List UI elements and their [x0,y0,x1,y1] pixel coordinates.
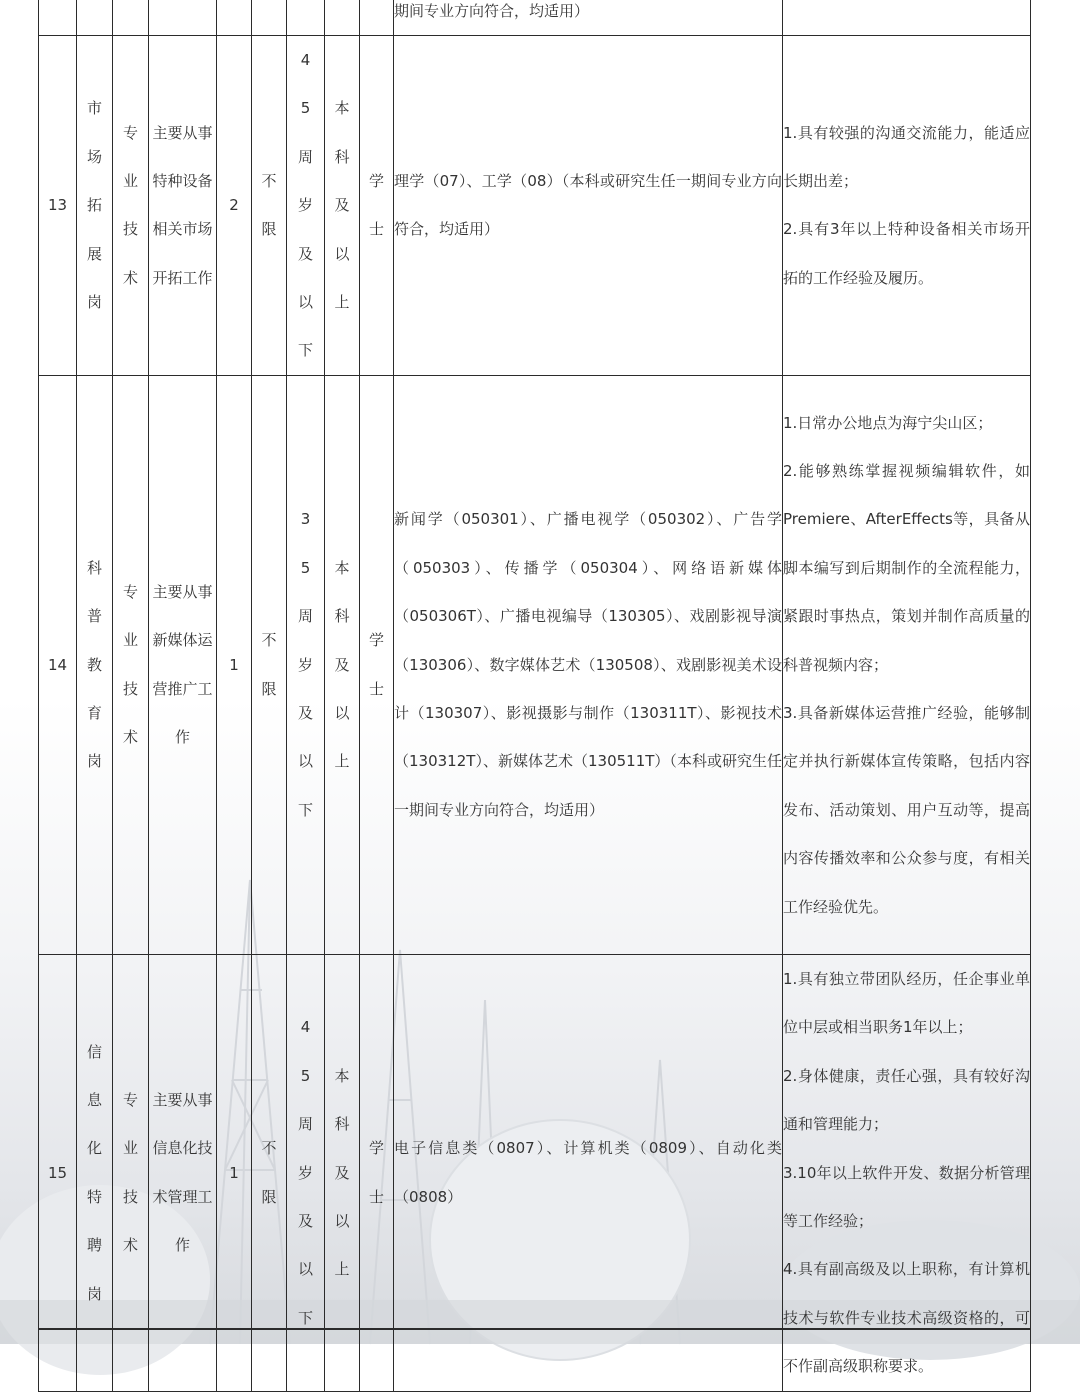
post-name: 市场拓展岗 [77,36,113,376]
requirement-item: 1.具有独立带团队经历，任企事业单位中层或相当职务1年以上； [783,970,1030,1037]
degree: 学士 [360,36,394,376]
major-cell: 新闻学（050301）、广播电视学（050302）、广告学（050303）、传播学（050304）、网络语新媒体（050306T）、广播电视编导（130305）、戏剧影视导演（130306）、数字媒体艺术（130508）、戏剧影视美术设计（130307）、影视摄影与制作（130311T）、影视技术（130312T）、新媒体艺术（130511T）（本科或研究生任一期间专业方向符合，均适用） [394,375,783,954]
requirements-cell [783,954,1031,1391]
post-category: 专业技术 [113,36,149,376]
education: 本科及以上 [325,954,360,1391]
requirement-item: 2.具有3年以上特种设备相关市场开拓的工作经验及履历。 [783,220,1030,287]
post-name: 科普教育岗 [77,375,113,954]
post-name: 信息化特聘岗 [77,954,113,1391]
table-row [39,375,1031,954]
education: 本科及以上 [325,36,360,376]
requirement-item: 4.具有副高级及以上职称，有计算机技术与软件专业技术高级资格的，可不作副高级职称要求。 [783,1260,1030,1376]
degree: 学士 [360,954,394,1391]
post-category: 专业技术 [113,375,149,954]
table-row [39,954,1031,1391]
requirement-item: 3.10年以上软件开发、数据分析管理等工作经验； [783,1163,1030,1231]
duty-description: 主要从事特种设备相关市场开拓工作 [149,36,217,376]
requirement-item: 1.具有较强的沟通交流能力，能适应长期出差； [783,123,1030,191]
gender: 不限 [252,36,287,376]
hiring-count: 2 [217,36,252,376]
major-cell: 电子信息类（0807）、计算机类（0809）、自动化类（0808） [394,954,783,1391]
age-limit: 45周岁及以下 [287,954,325,1391]
age-limit: 35周岁及以下 [287,375,325,954]
gender: 不限 [252,954,287,1391]
table-row [39,36,1031,376]
education: 本科及以上 [325,375,360,954]
major-cell: 期间专业方向符合，均适用） [394,0,783,36]
requirement-item: 3.具备新媒体运营推广经验，能够制定并执行新媒体宣传策略，包括内容发布、活动策划、用户互动等，提高内容传播效率和公众参与度，有相关工作经验优先。 [783,704,1030,916]
recruitment-table [38,0,1031,1392]
requirement-item: 2.身体健康，责任心强，具有较好沟通和管理能力； [783,1066,1030,1134]
requirement-item: 1.日常办公地点为海宁尖山区； [783,413,993,432]
degree: 学士 [360,375,394,954]
table-bottom-border [38,1328,1030,1330]
hiring-count: 1 [217,954,252,1391]
duty-description: 主要从事新媒体运营推广工作 [149,375,217,954]
duty-description: 主要从事信息化技术管理工作 [149,954,217,1391]
requirements-cell [783,375,1031,954]
age-limit: 45周岁及以下 [287,36,325,376]
post-category: 专业技术 [113,954,149,1391]
row-number: 15 [39,954,77,1391]
requirement-item: 2.能够熟练掌握视频编辑软件，如Premiere、AfterEffects等，具备从脚本编写到后期制作的全流程能力，紧跟时事热点，策划并制作高质量的科普视频内容； [783,462,1030,674]
gender: 不限 [252,375,287,954]
hiring-count: 1 [217,375,252,954]
row-number: 14 [39,375,77,954]
table-row [39,0,1031,36]
row-number: 13 [39,36,77,376]
major-cell: 理学（07）、工学（08）（本科或研究生任一期间专业方向符合，均适用） [394,36,783,376]
requirements-cell [783,36,1031,376]
